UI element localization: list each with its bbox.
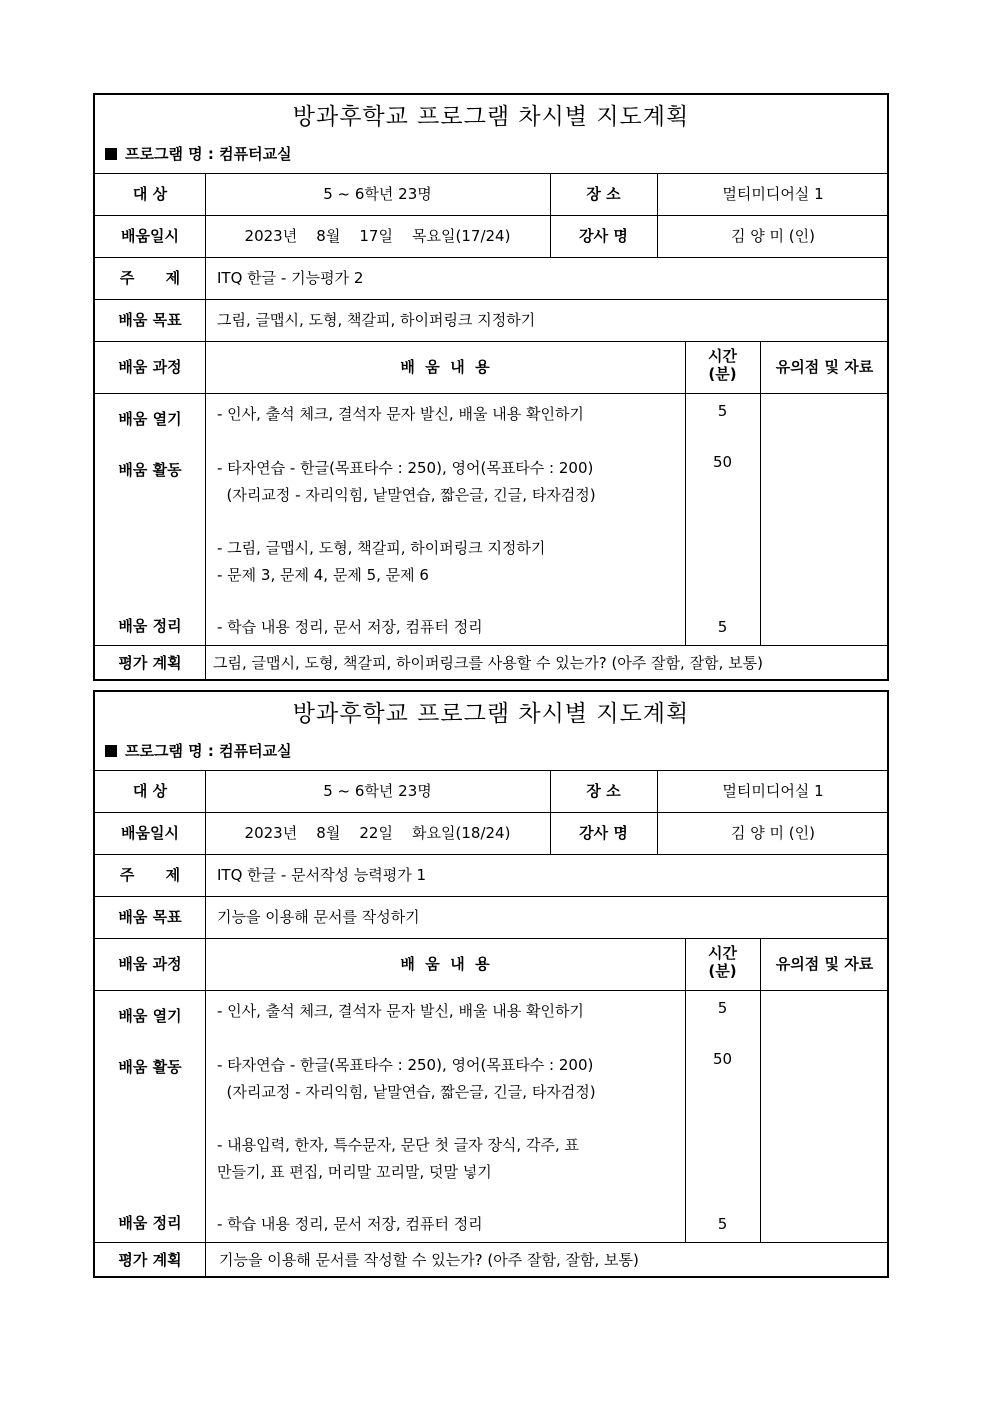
time-label-line1: 시간: [708, 347, 737, 365]
notes-label: 유의점 및 자료: [775, 955, 874, 973]
goal-value: 그림, 글맵시, 도형, 책갈피, 하이퍼링크 지정하기: [217, 311, 536, 329]
teacher-value: 김 양 미 (인): [731, 824, 815, 842]
target-value: 5 ~ 6학년 23명: [323, 782, 432, 800]
time-label: [685, 347, 760, 383]
eval-label: 평가 계획: [118, 1251, 182, 1269]
content-line: - 인사, 출석 체크, 결석자 문자 발신, 배울 내용 확인하기: [217, 405, 584, 423]
topic-value: ITQ 한글 - 문서작성 능력평가 1: [217, 866, 427, 884]
time-activity: 50: [712, 453, 733, 471]
teacher-label: 강사 명: [579, 227, 628, 245]
eval-value: 기능을 이용해 문서를 작성할 수 있는가? (아주 잘함, 잘함, 보통): [219, 1251, 639, 1269]
time-label-line1: 시간: [708, 944, 737, 962]
program-name: [105, 741, 292, 761]
content-line: - 인사, 출석 체크, 결석자 문자 발신, 배울 내용 확인하기: [217, 1002, 584, 1020]
time-open: 5: [717, 999, 728, 1017]
program-name-text: 프로그램 명 : 컴퓨터교실: [125, 742, 292, 760]
target-value: 5 ~ 6학년 23명: [323, 185, 432, 203]
place-label: 장 소: [586, 782, 621, 800]
time-close: 5: [717, 618, 728, 636]
content-line: - 그림, 글맵시, 도형, 책갈피, 하이퍼링크 지정하기: [217, 539, 546, 557]
target-label: 대 상: [132, 185, 168, 203]
eval-value: 그림, 글맵시, 도형, 책갈피, 하이퍼링크를 사용할 수 있는가? (아주 잘함, 잘함, 보통): [213, 654, 763, 672]
goal-value: 기능을 이용해 문서를 작성하기: [217, 908, 420, 926]
content-line: - 타자연습 - 한글(목표타수 : 250), 영어(목표타수 : 200): [217, 459, 594, 477]
date-label: 배움일시: [121, 824, 179, 842]
process-label: 배움 과정: [118, 358, 182, 376]
content-line: (자리교정 - 자리익힘, 낱말연습, 짧은글, 긴글, 타자검정): [217, 486, 596, 504]
date-value: 2023년 8월 22일 화요일(18/24): [244, 824, 511, 842]
notes-label: 유의점 및 자료: [775, 358, 874, 376]
date-value: 2023년 8월 17일 목요일(17/24): [244, 227, 511, 245]
target-label: 대 상: [132, 782, 168, 800]
topic-label: 주 제: [119, 269, 181, 287]
goal-label: 배움 목표: [118, 908, 182, 926]
stage-close: 배움 정리: [118, 617, 182, 635]
place-label: 장 소: [586, 185, 621, 203]
stage-open: 배움 열기: [118, 410, 182, 428]
place-value: 멀티미디어실 1: [722, 185, 824, 203]
time-close: 5: [717, 1215, 728, 1233]
stage-open: 배움 열기: [118, 1007, 182, 1025]
content-line: - 타자연습 - 한글(목표타수 : 250), 영어(목표타수 : 200): [217, 1056, 594, 1074]
stage-activity: 배움 활동: [118, 461, 182, 479]
time-activity: 50: [712, 1050, 733, 1068]
goal-label: 배움 목표: [118, 311, 182, 329]
time-open: 5: [717, 402, 728, 420]
content-line: - 학습 내용 정리, 문서 저장, 컴퓨터 정리: [217, 618, 483, 636]
place-value: 멀티미디어실 1: [722, 782, 824, 800]
time-label-line2: (분): [708, 962, 737, 980]
square-bullet-icon: [105, 745, 117, 757]
content-line: (자리교정 - 자리익힘, 낱말연습, 짧은글, 긴글, 타자검정): [217, 1083, 596, 1101]
eval-label: 평가 계획: [118, 654, 182, 672]
topic-value: ITQ 한글 - 기능평가 2: [217, 269, 364, 287]
stage-activity: 배움 활동: [118, 1058, 182, 1076]
process-label: 배움 과정: [118, 955, 182, 973]
time-label-line2: (분): [708, 365, 737, 383]
lesson-plan-1: [93, 93, 889, 681]
content-label: 배 움 내 용: [400, 955, 490, 973]
plan-title: 방과후학교 프로그램 차시별 지도계획: [292, 701, 690, 727]
lesson-plan-2: [93, 690, 889, 1278]
program-name-text: 프로그램 명 : 컴퓨터교실: [125, 145, 292, 163]
teacher-label: 강사 명: [579, 824, 628, 842]
content-line: - 문제 3, 문제 4, 문제 5, 문제 6: [217, 566, 429, 584]
square-bullet-icon: [105, 148, 117, 160]
plan-title: 방과후학교 프로그램 차시별 지도계획: [292, 104, 690, 130]
program-name: [105, 144, 292, 164]
date-label: 배움일시: [121, 227, 179, 245]
teacher-value: 김 양 미 (인): [731, 227, 815, 245]
time-label: [685, 944, 760, 980]
topic-label: 주 제: [119, 866, 181, 884]
content-line: 만들기, 표 편집, 머리말 꼬리말, 덧말 넣기: [217, 1163, 492, 1181]
stage-close: 배움 정리: [118, 1214, 182, 1232]
content-line: - 내용입력, 한자, 특수문자, 문단 첫 글자 장식, 각주, 표: [217, 1136, 579, 1154]
content-line: - 학습 내용 정리, 문서 저장, 컴퓨터 정리: [217, 1215, 483, 1233]
content-label: 배 움 내 용: [400, 358, 490, 376]
